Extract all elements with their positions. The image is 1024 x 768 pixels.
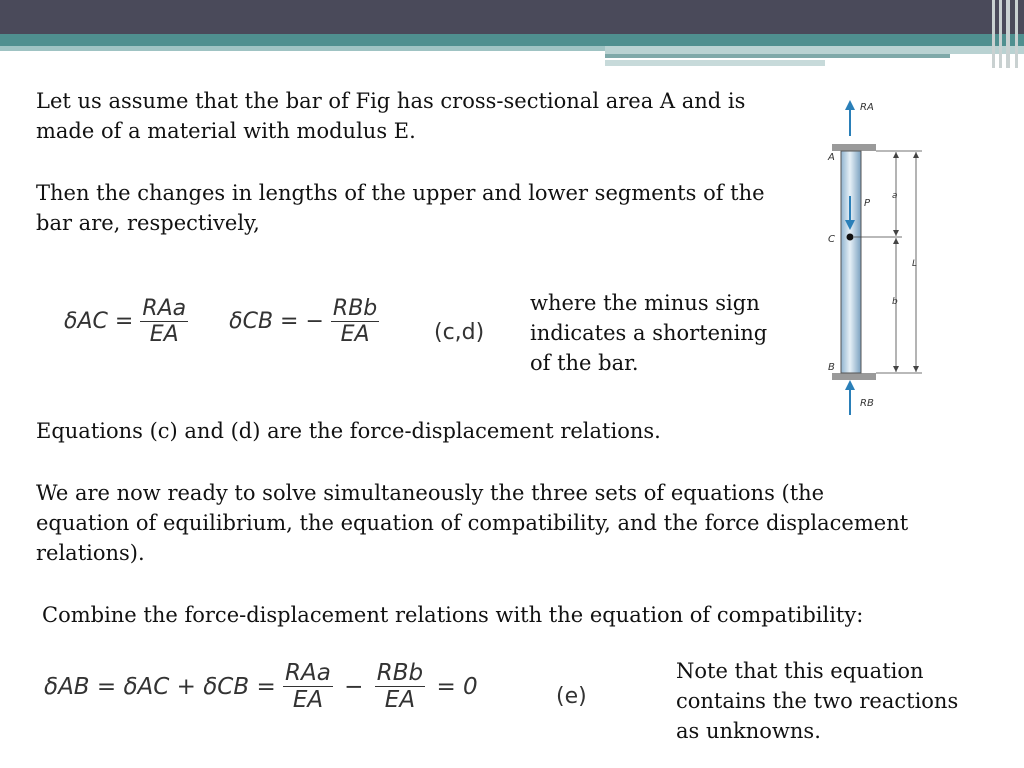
label-b-point: B <box>828 362 835 373</box>
label-b-dim: b <box>892 297 898 307</box>
equation-tag-cd: (c,d) <box>434 320 485 345</box>
paragraph-combine: Combine the force-displacement relations with the equation of compatibility: <box>42 603 864 627</box>
header-band-light <box>605 54 950 58</box>
eq-e-rhs: = 0 <box>436 673 478 700</box>
paragraph-segment-changes: Then the changes in lengths of the upper and lower segments of the bar are, respectively, <box>36 181 765 235</box>
label-c-point: C <box>828 234 835 245</box>
rb-arrowhead-icon <box>845 380 855 390</box>
header-band-dark <box>0 0 1024 34</box>
ra-arrowhead-icon <box>845 100 855 110</box>
eq-cd-frac2 <box>331 296 379 347</box>
eq-cd-num1: RAa <box>142 296 187 321</box>
eq-cd-lhs1: δAC = <box>64 309 134 334</box>
header-band-light <box>605 60 825 66</box>
eq-e-den1: EA <box>292 687 324 713</box>
header-stripes <box>990 0 1024 68</box>
eq-cd-den1: EA <box>149 322 179 347</box>
label-a-point: A <box>828 152 835 163</box>
bar <box>841 151 861 373</box>
eq-e-frac2 <box>375 660 425 713</box>
eq-e-num2: RBb <box>376 660 424 686</box>
header-band-light <box>605 46 1024 54</box>
point-c <box>847 234 854 241</box>
bar-figure <box>810 90 950 420</box>
equation-cd <box>64 296 379 347</box>
paragraph-solve: We are now ready to solve simultaneously the three sets of equations (the equation of equilibrium, the equation of compatibility, and the force displacement relations). <box>36 481 909 565</box>
paragraph-force-displacement: Equations (c) and (d) are the force-displacement relations. <box>36 419 661 443</box>
note-minus-sign: where the minus sign indicates a shortening of the bar. <box>530 291 768 375</box>
label-rb: RB <box>860 398 874 409</box>
eq-cd-frac1 <box>140 296 188 347</box>
top-support <box>832 144 876 151</box>
eq-e-num1: RAa <box>285 660 331 686</box>
label-a-dim: a <box>892 191 898 201</box>
equation-tag-e: (e) <box>556 684 587 709</box>
eq-e-den2: EA <box>384 687 416 713</box>
bottom-support <box>832 373 876 380</box>
eq-cd-num2: RBb <box>332 296 378 321</box>
eq-cd-lhs2: δCB = − <box>229 309 324 334</box>
header-band-light <box>0 46 605 51</box>
label-l-dim: L <box>912 259 918 269</box>
label-p: P <box>864 198 871 209</box>
equation-e <box>44 660 478 713</box>
eq-e-lhs: δAB = δAC + δCB = <box>44 673 276 700</box>
header-band-teal <box>0 34 1024 46</box>
eq-cd-den2: EA <box>340 322 370 347</box>
note-two-unknowns: Note that this equation contains the two reactions as unknowns. <box>676 659 959 743</box>
label-ra: RA <box>860 102 874 113</box>
paragraph-assumption: Let us assume that the bar of Fig has cross-sectional area A and is made of a material with modulus E. <box>36 89 746 143</box>
eq-e-minus: − <box>344 673 364 700</box>
eq-e-frac1 <box>283 660 333 713</box>
